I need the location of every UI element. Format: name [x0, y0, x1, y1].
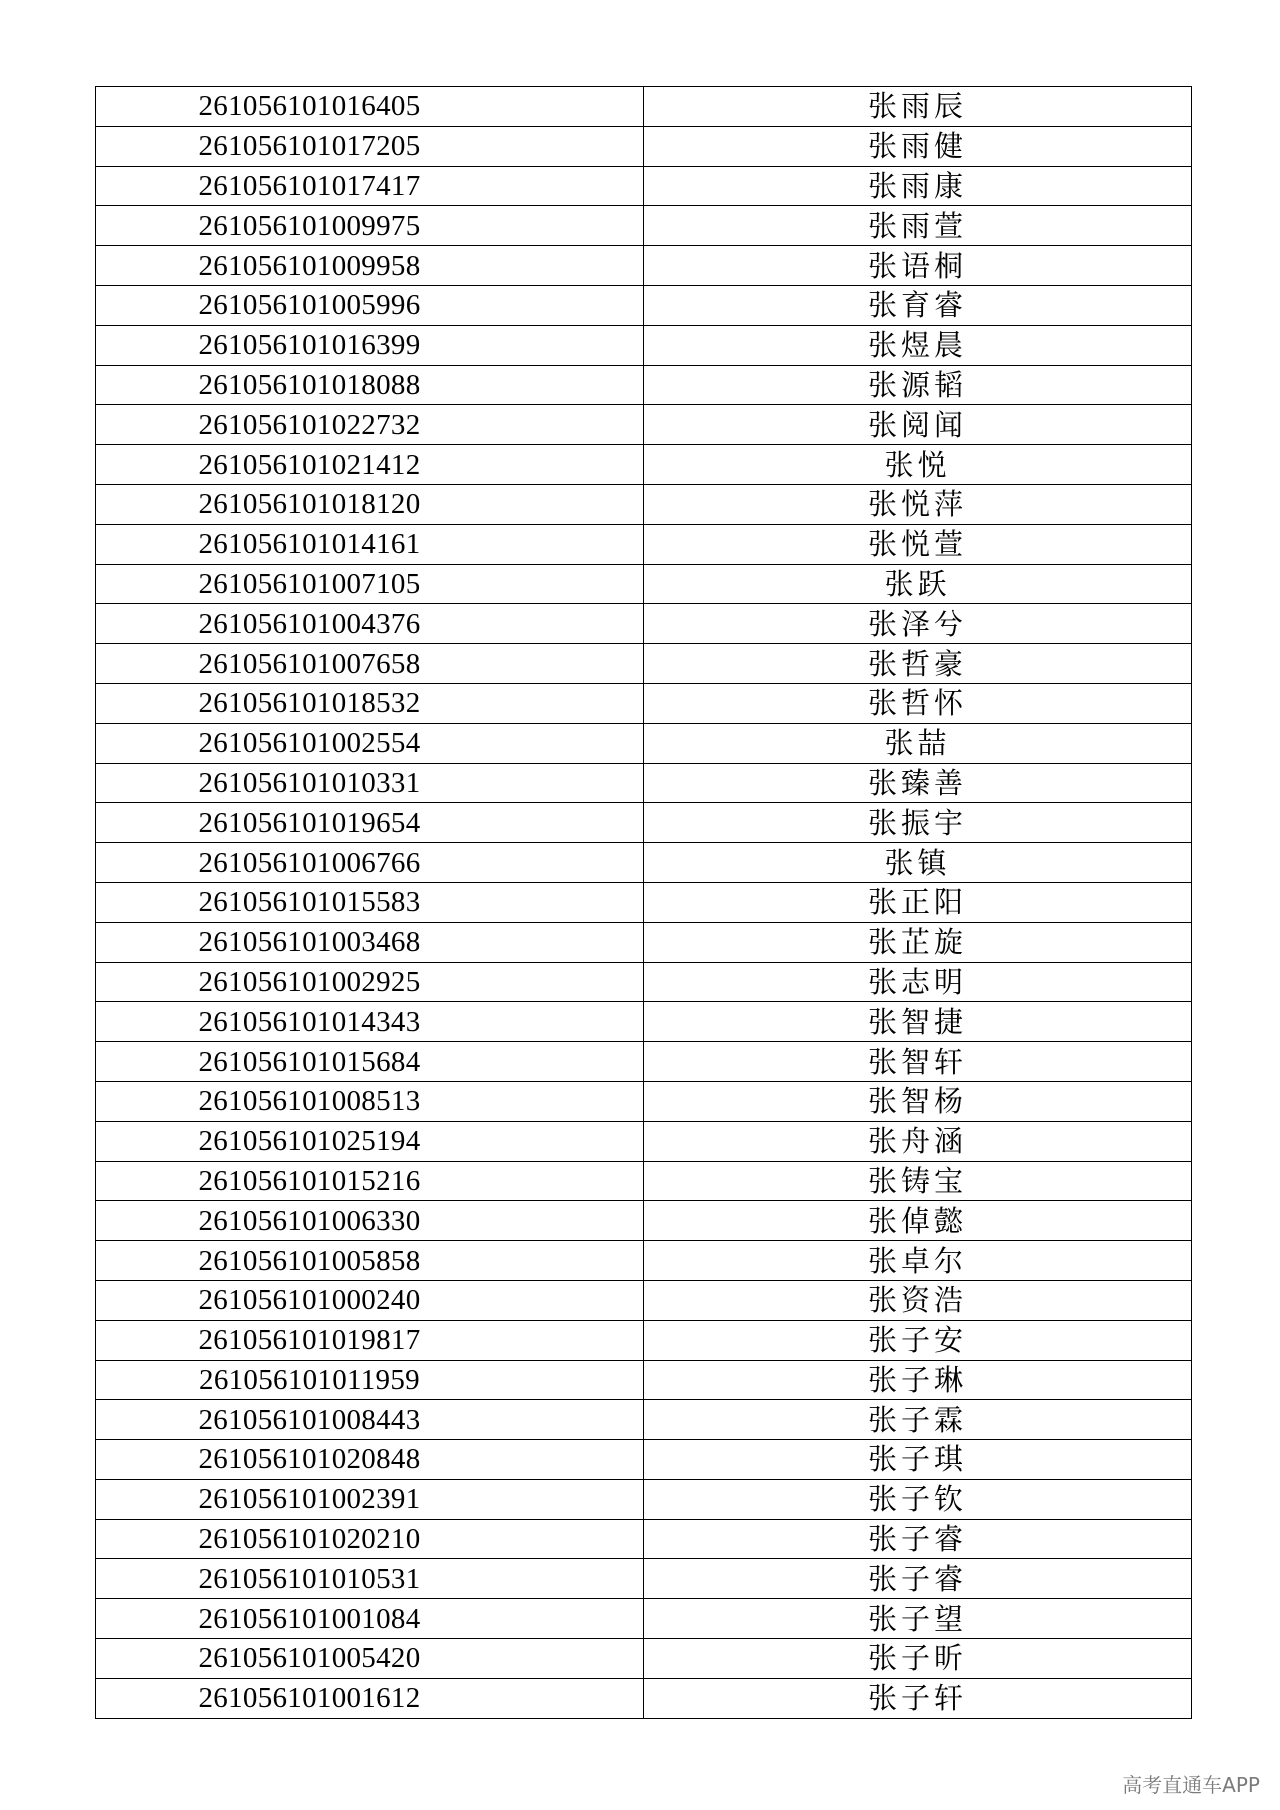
- table-row: [96, 803, 1192, 843]
- candidate-id-cell: 261056101016405: [96, 87, 644, 127]
- candidate-name-cell: 张铸宝: [644, 1161, 1192, 1201]
- candidate-id-cell: 261056101025194: [96, 1121, 644, 1161]
- candidate-name-cell: 张子睿: [644, 1519, 1192, 1559]
- table-row: [96, 922, 1192, 962]
- candidate-name-cell: 张振宇: [644, 803, 1192, 843]
- candidate-name-cell: 张雨萱: [644, 206, 1192, 246]
- candidate-id-cell: 261056101017417: [96, 166, 644, 206]
- table-row: [96, 405, 1192, 445]
- table-row: [96, 843, 1192, 883]
- table-row: [96, 87, 1192, 127]
- candidate-id-cell: 261056101021412: [96, 445, 644, 485]
- candidate-id-cell: 261056101019654: [96, 803, 644, 843]
- candidate-id-cell: 261056101009958: [96, 246, 644, 286]
- table-row: [96, 285, 1192, 325]
- candidate-name-cell: 张资浩: [644, 1280, 1192, 1320]
- candidate-name-cell: 张子琳: [644, 1360, 1192, 1400]
- table-row: [96, 1161, 1192, 1201]
- candidate-name-cell: 张卓尔: [644, 1241, 1192, 1281]
- candidate-id-cell: 261056101005858: [96, 1241, 644, 1281]
- candidate-name-cell: 张舟涵: [644, 1121, 1192, 1161]
- candidate-id-cell: 261056101011959: [96, 1360, 644, 1400]
- candidate-id-cell: 261056101007658: [96, 644, 644, 684]
- candidate-name-cell: 张悦萍: [644, 484, 1192, 524]
- table-row: [96, 1559, 1192, 1599]
- candidate-id-cell: 261056101006766: [96, 843, 644, 883]
- candidate-id-cell: 261056101008443: [96, 1400, 644, 1440]
- candidate-name-cell: 张雨辰: [644, 87, 1192, 127]
- table-row: [96, 1440, 1192, 1480]
- table-row: [96, 962, 1192, 1002]
- candidate-id-cell: 261056101022732: [96, 405, 644, 445]
- candidate-name-cell: 张哲豪: [644, 644, 1192, 684]
- candidate-name-cell: 张镇: [644, 843, 1192, 883]
- candidate-name-cell: 张泽兮: [644, 604, 1192, 644]
- table-row: [96, 604, 1192, 644]
- table-row: [96, 1360, 1192, 1400]
- candidate-id-cell: 261056101017205: [96, 126, 644, 166]
- table-row: [96, 763, 1192, 803]
- candidate-name-cell: 张志明: [644, 962, 1192, 1002]
- table-row: [96, 1519, 1192, 1559]
- candidate-id-cell: 261056101020848: [96, 1440, 644, 1480]
- candidate-id-cell: 261056101002554: [96, 723, 644, 763]
- candidate-name-cell: 张雨康: [644, 166, 1192, 206]
- candidate-id-cell: 261056101005420: [96, 1639, 644, 1679]
- candidate-name-cell: 张芷旋: [644, 922, 1192, 962]
- candidate-name-cell: 张子望: [644, 1599, 1192, 1639]
- candidate-id-cell: 261056101002391: [96, 1479, 644, 1519]
- candidate-name-cell: 张倬懿: [644, 1201, 1192, 1241]
- candidate-id-cell: 261056101020210: [96, 1519, 644, 1559]
- table-row: [96, 1121, 1192, 1161]
- candidate-id-cell: 261056101014161: [96, 524, 644, 564]
- candidate-id-cell: 261056101003468: [96, 922, 644, 962]
- candidate-name-cell: 张雨健: [644, 126, 1192, 166]
- candidate-id-cell: 261056101010531: [96, 1559, 644, 1599]
- table-row: [96, 1201, 1192, 1241]
- table-row: [96, 882, 1192, 922]
- candidate-name-cell: 张育睿: [644, 285, 1192, 325]
- candidate-id-cell: 261056101018120: [96, 484, 644, 524]
- table-row: [96, 206, 1192, 246]
- candidate-name-cell: 张子霖: [644, 1400, 1192, 1440]
- candidate-name-cell: 张悦: [644, 445, 1192, 485]
- table-row: [96, 1042, 1192, 1082]
- candidate-name-cell: 张煜晨: [644, 325, 1192, 365]
- candidate-name-cell: 张智轩: [644, 1042, 1192, 1082]
- table-row: [96, 1678, 1192, 1718]
- candidate-name-cell: 张源韬: [644, 365, 1192, 405]
- candidate-name-cell: 张子琪: [644, 1440, 1192, 1480]
- table-row: [96, 683, 1192, 723]
- candidate-name-cell: 张子安: [644, 1320, 1192, 1360]
- candidate-id-cell: 261056101009975: [96, 206, 644, 246]
- candidate-name-cell: 张语桐: [644, 246, 1192, 286]
- candidate-id-cell: 261056101010331: [96, 763, 644, 803]
- table-row: [96, 723, 1192, 763]
- watermark: 高考直通车APP: [1122, 1773, 1260, 1797]
- table-row: [96, 524, 1192, 564]
- table-row: [96, 325, 1192, 365]
- candidate-name-cell: 张子睿: [644, 1559, 1192, 1599]
- table-row: [96, 1479, 1192, 1519]
- candidate-id-cell: 261056101006330: [96, 1201, 644, 1241]
- candidate-name-cell: 张哲怀: [644, 683, 1192, 723]
- candidate-name-cell: 张正阳: [644, 882, 1192, 922]
- candidate-id-cell: 261056101008513: [96, 1081, 644, 1121]
- table-row: [96, 1599, 1192, 1639]
- table-row: [96, 644, 1192, 684]
- candidate-name-cell: 张阅闻: [644, 405, 1192, 445]
- table-row: [96, 1320, 1192, 1360]
- table-row: [96, 564, 1192, 604]
- candidate-id-cell: 261056101018532: [96, 683, 644, 723]
- table-row: [96, 1639, 1192, 1679]
- candidate-id-cell: 261056101015684: [96, 1042, 644, 1082]
- candidate-name-cell: 张子昕: [644, 1639, 1192, 1679]
- candidate-id-cell: 261056101007105: [96, 564, 644, 604]
- table-row: [96, 1081, 1192, 1121]
- candidate-id-cell: 261056101014343: [96, 1002, 644, 1042]
- candidate-name-cell: 张智捷: [644, 1002, 1192, 1042]
- table-row: [96, 1280, 1192, 1320]
- roster-table-body: [96, 87, 1192, 1719]
- candidate-name-cell: 张喆: [644, 723, 1192, 763]
- table-row: [96, 445, 1192, 485]
- candidate-id-cell: 261056101018088: [96, 365, 644, 405]
- candidate-id-cell: 261056101000240: [96, 1280, 644, 1320]
- table-row: [96, 166, 1192, 206]
- candidate-id-cell: 261056101005996: [96, 285, 644, 325]
- table-row: [96, 365, 1192, 405]
- candidate-name-cell: 张子钦: [644, 1479, 1192, 1519]
- candidate-id-cell: 261056101001612: [96, 1678, 644, 1718]
- table-row: [96, 1400, 1192, 1440]
- table-row: [96, 1002, 1192, 1042]
- table-row: [96, 1241, 1192, 1281]
- candidate-id-cell: 261056101015583: [96, 882, 644, 922]
- candidate-id-cell: 261056101016399: [96, 325, 644, 365]
- table-row: [96, 126, 1192, 166]
- candidate-id-cell: 261056101019817: [96, 1320, 644, 1360]
- roster-table: [95, 86, 1192, 1719]
- candidate-name-cell: 张悦萱: [644, 524, 1192, 564]
- candidate-name-cell: 张跃: [644, 564, 1192, 604]
- candidate-id-cell: 261056101015216: [96, 1161, 644, 1201]
- candidate-name-cell: 张臻善: [644, 763, 1192, 803]
- table-row: [96, 484, 1192, 524]
- candidate-name-cell: 张智杨: [644, 1081, 1192, 1121]
- candidate-name-cell: 张子轩: [644, 1678, 1192, 1718]
- candidate-id-cell: 261056101002925: [96, 962, 644, 1002]
- table-row: [96, 246, 1192, 286]
- candidate-id-cell: 261056101004376: [96, 604, 644, 644]
- candidate-id-cell: 261056101001084: [96, 1599, 644, 1639]
